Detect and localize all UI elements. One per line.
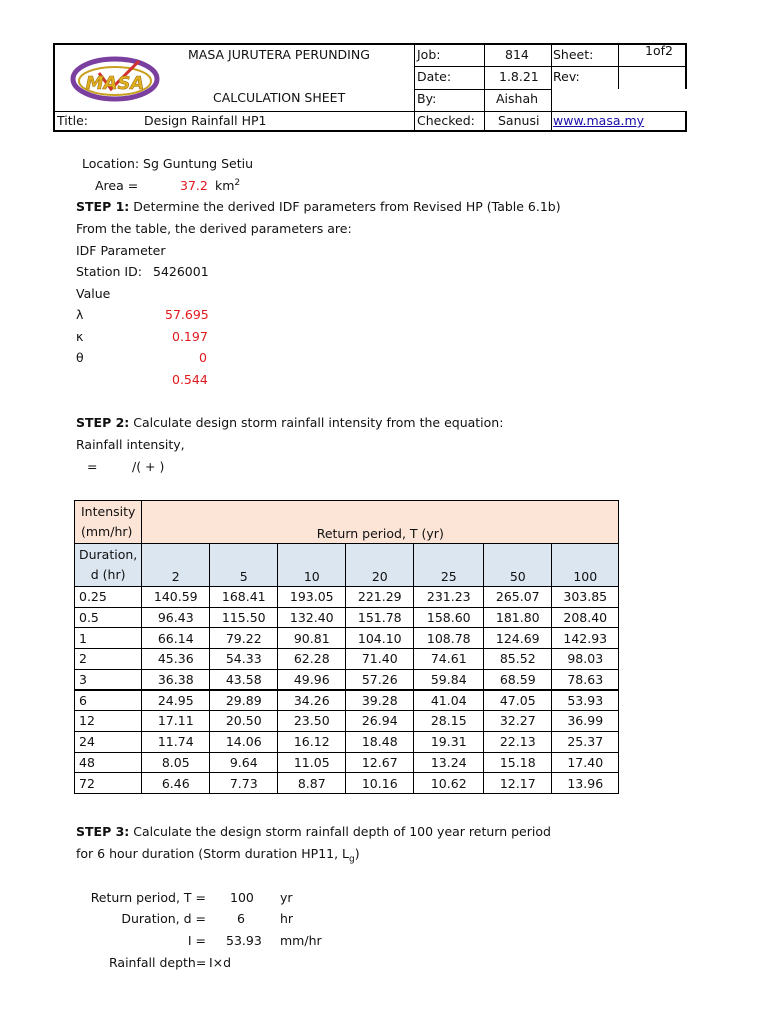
- table-row: [75, 731, 619, 752]
- table-row: [75, 649, 619, 670]
- table-row: [75, 587, 619, 608]
- area-unit: $km^2$: [215, 178, 241, 194]
- step3-line2: for 6 hour duration (Storm duration HP11, $L_g$): [76, 846, 360, 865]
- intensity-cell: 18.48: [346, 731, 414, 752]
- rainfall-depth-label: Rainfall depth=: [109, 955, 207, 970]
- intensity-cell: 13.96: [552, 773, 619, 794]
- corner-header: Intensity (mm/hr): [75, 501, 142, 544]
- by-label: By:: [417, 91, 437, 106]
- intensity-cell: 36.99: [552, 711, 619, 732]
- intensity-cell: 78.63: [552, 669, 619, 690]
- intensity-cell: 68.59: [484, 669, 552, 690]
- sheet-label: Sheet:: [553, 47, 594, 62]
- table-row: [75, 773, 619, 794]
- param-value-eta: 0.544: [172, 372, 208, 387]
- station-label: Station ID:: [76, 264, 142, 279]
- table-row: [75, 607, 619, 628]
- intensity-cell: 98.03: [552, 649, 619, 670]
- duration-cell: 0.25: [75, 587, 142, 608]
- intensity-cell: 303.85: [552, 587, 619, 608]
- intensity-cell: 7.73: [210, 773, 278, 794]
- intensity-cell: 36.38: [142, 669, 210, 690]
- duration-cell: 72: [75, 773, 142, 794]
- title-label: Title:: [57, 113, 88, 128]
- intensity-cell: 208.40: [552, 607, 619, 628]
- step1-line: STEP 1: Determine the derived IDF parameters from Revised HP (Table 6.1b): [76, 199, 561, 214]
- intensity-cell: 151.78: [346, 607, 414, 628]
- intensity-cell: 108.78: [414, 628, 484, 649]
- period-col-header: 100: [552, 544, 619, 587]
- intensity-cell: 71.40: [346, 649, 414, 670]
- intensity-cell: 90.81: [278, 628, 346, 649]
- period-col-header: 20: [346, 544, 414, 587]
- duration-cell: 48: [75, 752, 142, 773]
- intensity-cell: 158.60: [414, 607, 484, 628]
- intensity-cell: 115.50: [210, 607, 278, 628]
- checked-label: Checked:: [417, 113, 475, 128]
- intensity-cell: 140.59: [142, 587, 210, 608]
- intensity-cell: 221.29: [346, 587, 414, 608]
- table-row: [75, 752, 619, 773]
- return-period-label: Return period, T =: [90, 890, 206, 905]
- intensity-cell: 43.58: [210, 669, 278, 690]
- intensity-cell: 181.80: [484, 607, 552, 628]
- intensity-cell: 22.13: [484, 731, 552, 752]
- duration-unit: hr: [280, 911, 294, 926]
- intensity-unit: mm/hr: [280, 933, 322, 948]
- intensity-cell: 13.24: [414, 752, 484, 773]
- duration-cell: 1: [75, 628, 142, 649]
- intensity-cell: 11.05: [278, 752, 346, 773]
- step3-line: STEP 3: Calculate the design storm rainfall depth of 100 year return period: [76, 824, 551, 839]
- intensity-cell: 17.11: [142, 711, 210, 732]
- duration-header: Duration, d (hr): [75, 544, 142, 587]
- period-col-header: 50: [484, 544, 552, 587]
- job-label: Job:: [417, 47, 441, 62]
- intensity-cell: 231.23: [414, 587, 484, 608]
- table-row: [75, 711, 619, 732]
- date-label: Date:: [417, 69, 452, 84]
- job-value: 814: [505, 47, 529, 62]
- intensity-cell: 59.84: [414, 669, 484, 690]
- param-value-theta: 0: [199, 350, 207, 365]
- intensity-cell: 16.12: [278, 731, 346, 752]
- period-col-header: 5: [210, 544, 278, 587]
- duration-cell: 12: [75, 711, 142, 732]
- param-symbol-theta: θ: [76, 350, 84, 365]
- duration-value: 6: [237, 911, 245, 926]
- intensity-cell: 23.50: [278, 711, 346, 732]
- value-label: Value: [76, 286, 111, 301]
- intensity-cell: 85.52: [484, 649, 552, 670]
- intensity-cell: 12.17: [484, 773, 552, 794]
- intensity-cell: 79.22: [210, 628, 278, 649]
- param-symbol-lambda: λ: [76, 307, 84, 322]
- area-value: 37.2: [180, 178, 208, 193]
- intensity-cell: 168.41: [210, 587, 278, 608]
- intensity-cell: 124.69: [484, 628, 552, 649]
- intensity-cell: 6.46: [142, 773, 210, 794]
- step1-line2: From the table, the derived parameters are:: [76, 221, 352, 236]
- intensity-cell: 41.04: [414, 690, 484, 711]
- duration-cell: 24: [75, 731, 142, 752]
- eq-equals: =: [87, 459, 98, 474]
- title-value: Design Rainfall HP1: [144, 113, 267, 128]
- duration-cell: 3: [75, 669, 142, 690]
- intensity-cell: 9.64: [210, 752, 278, 773]
- table-row: [75, 669, 619, 690]
- intensity-cell: 47.05: [484, 690, 552, 711]
- intensity-value: 53.93: [226, 933, 262, 948]
- svg-text:MASA: MASA: [85, 73, 145, 94]
- company-name: MASA JURUTERA PERUNDING: [188, 47, 370, 62]
- return-period-value: 100: [230, 890, 254, 905]
- intensity-cell: 104.10: [346, 628, 414, 649]
- intensity-cell: 32.27: [484, 711, 552, 732]
- calc-sheet-header: [53, 43, 687, 132]
- location-line: Location: Sg Guntung Setiu: [82, 156, 254, 171]
- param-symbol-kappa: κ: [76, 329, 84, 344]
- intensity-cell: 142.93: [552, 628, 619, 649]
- intensity-cell: 11.74: [142, 731, 210, 752]
- intensity-cell: 14.06: [210, 731, 278, 752]
- step2-line2: Rainfall intensity,: [76, 437, 185, 452]
- sheet-value: 1of2: [645, 43, 673, 58]
- sheet-type: CALCULATION SHEET: [213, 90, 346, 105]
- rev-label: Rev:: [553, 69, 580, 84]
- intensity-cell: 54.33: [210, 649, 278, 670]
- intensity-cell: 96.43: [142, 607, 210, 628]
- rainfall-depth-formula: I×d: [209, 955, 232, 970]
- step1-line3: IDF Parameter: [76, 243, 166, 258]
- intensity-cell: 45.36: [142, 649, 210, 670]
- intensity-cell: 12.67: [346, 752, 414, 773]
- param-value-lambda: 57.695: [165, 307, 209, 322]
- area-label: Area =: [95, 178, 139, 193]
- duration-cell: 6: [75, 690, 142, 711]
- intensity-cell: 132.40: [278, 607, 346, 628]
- intensity-cell: 15.18: [484, 752, 552, 773]
- intensity-cell: 34.26: [278, 690, 346, 711]
- intensity-label: I =: [187, 933, 206, 948]
- rainfall-intensity-table: [74, 500, 619, 794]
- intensity-cell: 28.15: [414, 711, 484, 732]
- intensity-cell: 29.89: [210, 690, 278, 711]
- by-value: Aishah: [496, 91, 539, 106]
- intensity-cell: 74.61: [414, 649, 484, 670]
- intensity-cell: 66.14: [142, 628, 210, 649]
- duration-cell: 2: [75, 649, 142, 670]
- intensity-cell: 265.07: [484, 587, 552, 608]
- step2-line: STEP 2: Calculate design storm rainfall intensity from the equation:: [76, 415, 504, 430]
- intensity-cell: 17.40: [552, 752, 619, 773]
- intensity-cell: 193.05: [278, 587, 346, 608]
- intensity-cell: 39.28: [346, 690, 414, 711]
- intensity-cell: 20.50: [210, 711, 278, 732]
- station-value: 5426001: [153, 264, 209, 279]
- intensity-cell: 10.62: [414, 773, 484, 794]
- intensity-cell: 49.96: [278, 669, 346, 690]
- return-period-header: Return period, T (yr): [142, 501, 619, 544]
- website-link[interactable]: www.masa.my: [553, 113, 645, 128]
- checked-value: Sanusi: [498, 113, 540, 128]
- param-value-kappa: 0.197: [172, 329, 208, 344]
- intensity-cell: 24.95: [142, 690, 210, 711]
- return-period-unit: yr: [280, 890, 293, 905]
- intensity-cell: 19.31: [414, 731, 484, 752]
- duration-cell: 0.5: [75, 607, 142, 628]
- intensity-cell: 8.05: [142, 752, 210, 773]
- intensity-cell: 25.37: [552, 731, 619, 752]
- table-row: [75, 628, 619, 649]
- eq-rest: /( + ): [132, 459, 165, 474]
- intensity-cell: 8.87: [278, 773, 346, 794]
- duration-label: Duration, d =: [121, 911, 206, 926]
- intensity-cell: 62.28: [278, 649, 346, 670]
- period-col-header: 2: [142, 544, 210, 587]
- intensity-cell: 53.93: [552, 690, 619, 711]
- intensity-cell: 57.26: [346, 669, 414, 690]
- intensity-cell: 26.94: [346, 711, 414, 732]
- period-col-header: 10: [278, 544, 346, 587]
- intensity-cell: 10.16: [346, 773, 414, 794]
- date-value: 1.8.21: [499, 69, 539, 84]
- masa-logo-icon: [69, 53, 161, 105]
- period-col-header: 25: [414, 544, 484, 587]
- table-row: [75, 690, 619, 711]
